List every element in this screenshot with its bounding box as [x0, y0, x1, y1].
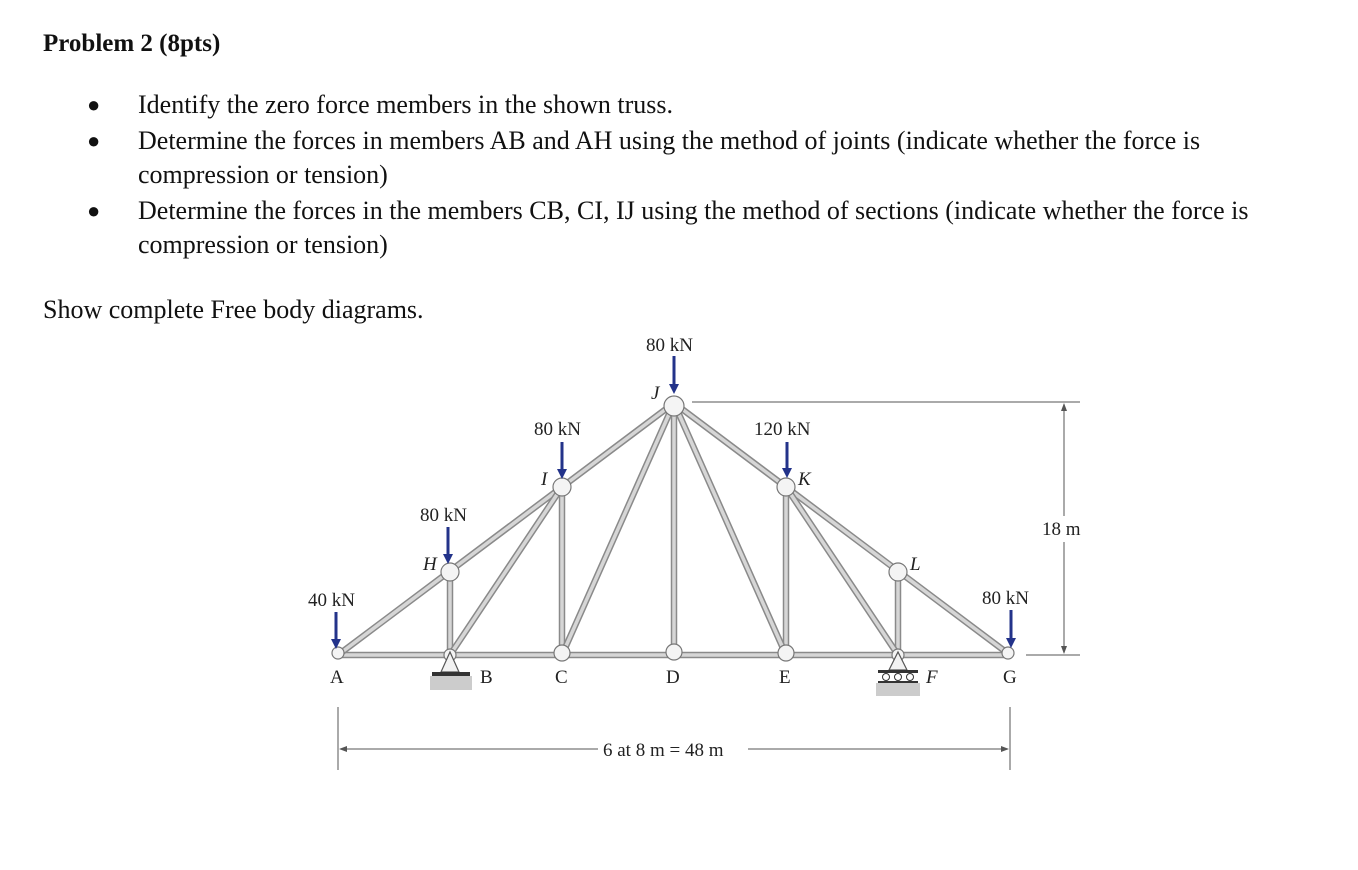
- pin-E: [778, 645, 794, 661]
- joint-label-C: C: [555, 667, 568, 688]
- bullet-icon: ●: [87, 198, 101, 223]
- pin-D: [666, 644, 682, 660]
- load-label-G: 80 kN: [982, 588, 1029, 609]
- roller-wheel-icon: [907, 674, 914, 681]
- bullet-icon: ●: [87, 92, 101, 117]
- task-text: Determine the forces in members AB and AH using the method of joints (indicate whether the force is compression or tension): [138, 126, 1201, 189]
- joint-label-B: B: [480, 667, 493, 688]
- load-label-J: 80 kN: [646, 335, 693, 356]
- ground-hatch: [430, 676, 472, 690]
- roller-plate: [878, 670, 918, 673]
- joint-label-K: K: [798, 469, 811, 490]
- load-label-H: 80 kN: [420, 505, 467, 526]
- arrow-left-icon: [339, 746, 347, 752]
- member-KF-highlight: [786, 487, 898, 655]
- pin-K: [777, 478, 795, 496]
- arrow-up-icon: [1061, 403, 1067, 411]
- height-label: 18 m: [1042, 519, 1081, 540]
- problem-title: Problem 2 (8pts): [43, 30, 221, 57]
- instruction-text: Show complete Free body diagrams.: [43, 295, 424, 324]
- joint-label-D: D: [666, 667, 680, 688]
- support-base: [432, 672, 470, 676]
- support-base: [878, 681, 918, 683]
- roller-wheel-icon: [883, 674, 890, 681]
- pin-J: [664, 396, 684, 416]
- joint-label-H: H: [423, 554, 437, 575]
- load-label-K: 120 kN: [754, 419, 811, 440]
- member-CJ-highlight: [562, 403, 674, 655]
- truss-members: [338, 403, 1010, 655]
- pin-H: [441, 563, 459, 581]
- arrow-down-icon: [443, 554, 453, 564]
- roller-wheel-icon: [895, 674, 902, 681]
- load-label-A: 40 kN: [308, 590, 355, 611]
- pin-I: [553, 478, 571, 496]
- member-JE-highlight: [674, 403, 786, 655]
- pin-L: [889, 563, 907, 581]
- joint-label-L: L: [910, 554, 921, 575]
- joint-label-A: A: [330, 667, 344, 688]
- joint-label-G: G: [1003, 667, 1017, 688]
- task-text: Determine the forces in the members CB, CI, IJ using the method of sections (indicate whether the force is compression or tension): [138, 196, 1249, 259]
- arrow-down-icon: [1061, 646, 1067, 654]
- arrow-down-icon: [557, 469, 567, 479]
- load-labels: [308, 335, 1029, 611]
- support-F: [876, 652, 920, 696]
- pin-A: [332, 647, 344, 659]
- pin-G: [1002, 647, 1014, 659]
- load-label-I: 80 kN: [534, 419, 581, 440]
- joint-label-J: J: [651, 383, 660, 404]
- task-text: Identify the zero force members in the shown truss.: [138, 90, 674, 119]
- span-dimension: [338, 707, 1010, 770]
- ground-hatch: [876, 683, 920, 696]
- joint-label-I: I: [541, 469, 548, 490]
- arrow-down-icon: [782, 468, 792, 478]
- top-chord-left-highlight: [338, 403, 674, 655]
- span-label: 6 at 8 m = 48 m: [603, 740, 724, 761]
- bullet-icon: ●: [87, 128, 101, 153]
- joint-label-F: F: [926, 667, 938, 688]
- arrow-down-icon: [669, 384, 679, 394]
- joint-label-E: E: [779, 667, 791, 688]
- pin-C: [554, 645, 570, 661]
- height-dimension: [692, 402, 1081, 655]
- top-chord-right-highlight: [674, 403, 1010, 655]
- arrow-right-icon: [1001, 746, 1009, 752]
